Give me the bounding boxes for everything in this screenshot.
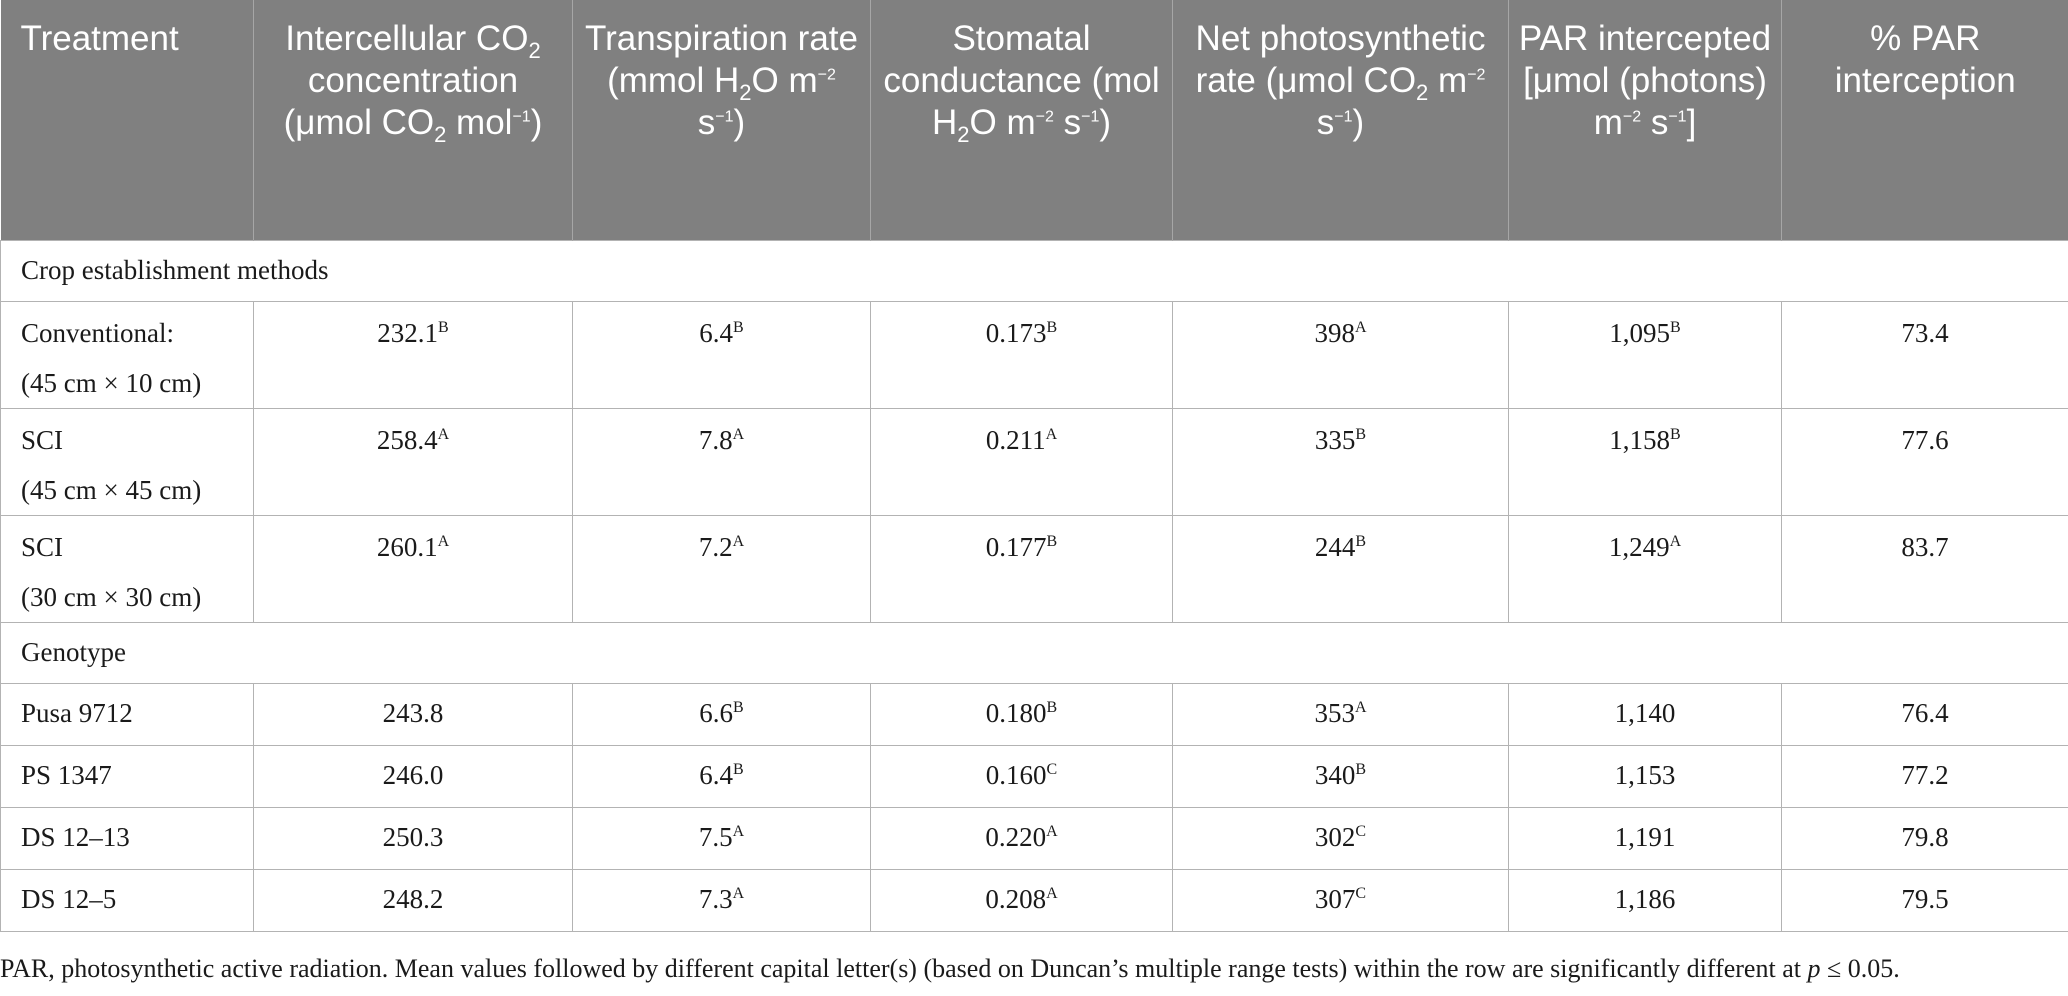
treatment-cell: Pusa 9712	[1, 684, 254, 746]
section-row-genotype	[1, 623, 2068, 684]
tr-cell: $7.3^A$	[573, 870, 871, 932]
header-treatment: Treatment	[1, 0, 254, 241]
header-net-photosynthetic-rate: Net photosynthetic rate (μmol $CO_2$ $m^{-2}$ $s^{-1}$)	[1173, 0, 1509, 241]
treatment-cell: DS 12–5	[1, 870, 254, 932]
treatment-cell: SCI (30 cm × 30 cm)	[1, 516, 254, 623]
section-row-crop	[1, 241, 2068, 302]
table-row	[1, 870, 2068, 932]
table-row	[1, 746, 2068, 808]
pn-cell: $398^A$	[1173, 302, 1509, 409]
header-stomatal-conductance: Stomatal conductance (mol $H_2O$ $m^{-2}$ $s^{-1}$)	[871, 0, 1173, 241]
pn-cell: $302^C$	[1173, 808, 1509, 870]
table-row	[1, 808, 2068, 870]
section-label-crop: Crop establishment methods	[1, 241, 2068, 302]
header-transpiration-rate: Transpiration rate (mmol $H_2O$ $m^{-2}$ $s^{-1}$)	[573, 0, 871, 241]
par-cell: 1,191	[1509, 808, 1782, 870]
treatment-cell: PS 1347	[1, 746, 254, 808]
treatment-cell: DS 12–13	[1, 808, 254, 870]
par-cell: 1,140	[1509, 684, 1782, 746]
tr-cell: $6.4^B$	[573, 746, 871, 808]
pct-cell: 77.2	[1782, 746, 2068, 808]
gs-cell: $0.173^B$	[871, 302, 1173, 409]
ci-cell: $260.1^A$	[254, 516, 573, 623]
table-row	[1, 516, 2068, 623]
pct-cell: 77.6	[1782, 409, 2068, 516]
table-footnote: PAR, photosynthetic active radiation. Mean values followed by different capital letter(s) (based on Duncan’s multiple range tests) within the row are significantly different at p ≤ 0.05.	[0, 954, 1900, 983]
ci-cell: $258.4^A$	[254, 409, 573, 516]
treatment-cell: SCI (45 cm × 45 cm)	[1, 409, 254, 516]
pn-cell: $244^B$	[1173, 516, 1509, 623]
pct-cell: 76.4	[1782, 684, 2068, 746]
pct-cell: 83.7	[1782, 516, 2068, 623]
table-row	[1, 409, 2068, 516]
gs-cell: $0.160^C$	[871, 746, 1173, 808]
tr-cell: $7.5^A$	[573, 808, 871, 870]
gs-cell: $0.220^A$	[871, 808, 1173, 870]
table-row	[1, 684, 2068, 746]
tr-cell: $6.6^B$	[573, 684, 871, 746]
ci-cell: 246.0	[254, 746, 573, 808]
header-par-intercepted: PAR intercepted [μmol (photons) $m^{-2}$ $s^{-1}$]	[1509, 0, 1782, 241]
pn-cell: $335^B$	[1173, 409, 1509, 516]
pct-cell: 73.4	[1782, 302, 2068, 409]
ci-cell: 248.2	[254, 870, 573, 932]
pn-cell: $353^A$	[1173, 684, 1509, 746]
par-cell: $1,158^B$	[1509, 409, 1782, 516]
gs-cell: $0.180^B$	[871, 684, 1173, 746]
section-label-genotype: Genotype	[1, 623, 2068, 684]
par-cell: 1,186	[1509, 870, 1782, 932]
ci-cell: 250.3	[254, 808, 573, 870]
treatment-cell: Conventional: (45 cm × 10 cm)	[1, 302, 254, 409]
par-cell: 1,153	[1509, 746, 1782, 808]
par-cell: $1,095^B$	[1509, 302, 1782, 409]
tr-cell: $7.2^A$	[573, 516, 871, 623]
header-row	[1, 0, 2068, 241]
gs-cell: $0.177^B$	[871, 516, 1173, 623]
tr-cell: $7.8^A$	[573, 409, 871, 516]
ci-cell: $232.1^B$	[254, 302, 573, 409]
header-intercellular-co2: Intercellular $CO_2$ concentration (μmol $CO_2$ mol$^{-1}$)	[254, 0, 573, 241]
par-cell: $1,249^A$	[1509, 516, 1782, 623]
pct-cell: 79.5	[1782, 870, 2068, 932]
pct-cell: 79.8	[1782, 808, 2068, 870]
gs-cell: $0.208^A$	[871, 870, 1173, 932]
table-row	[1, 302, 2068, 409]
ci-cell: 243.8	[254, 684, 573, 746]
pn-cell: $340^B$	[1173, 746, 1509, 808]
gs-cell: $0.211^A$	[871, 409, 1173, 516]
header-pct-par-interception: % PAR interception	[1782, 0, 2068, 241]
pn-cell: $307^C$	[1173, 870, 1509, 932]
tr-cell: $6.4^B$	[573, 302, 871, 409]
